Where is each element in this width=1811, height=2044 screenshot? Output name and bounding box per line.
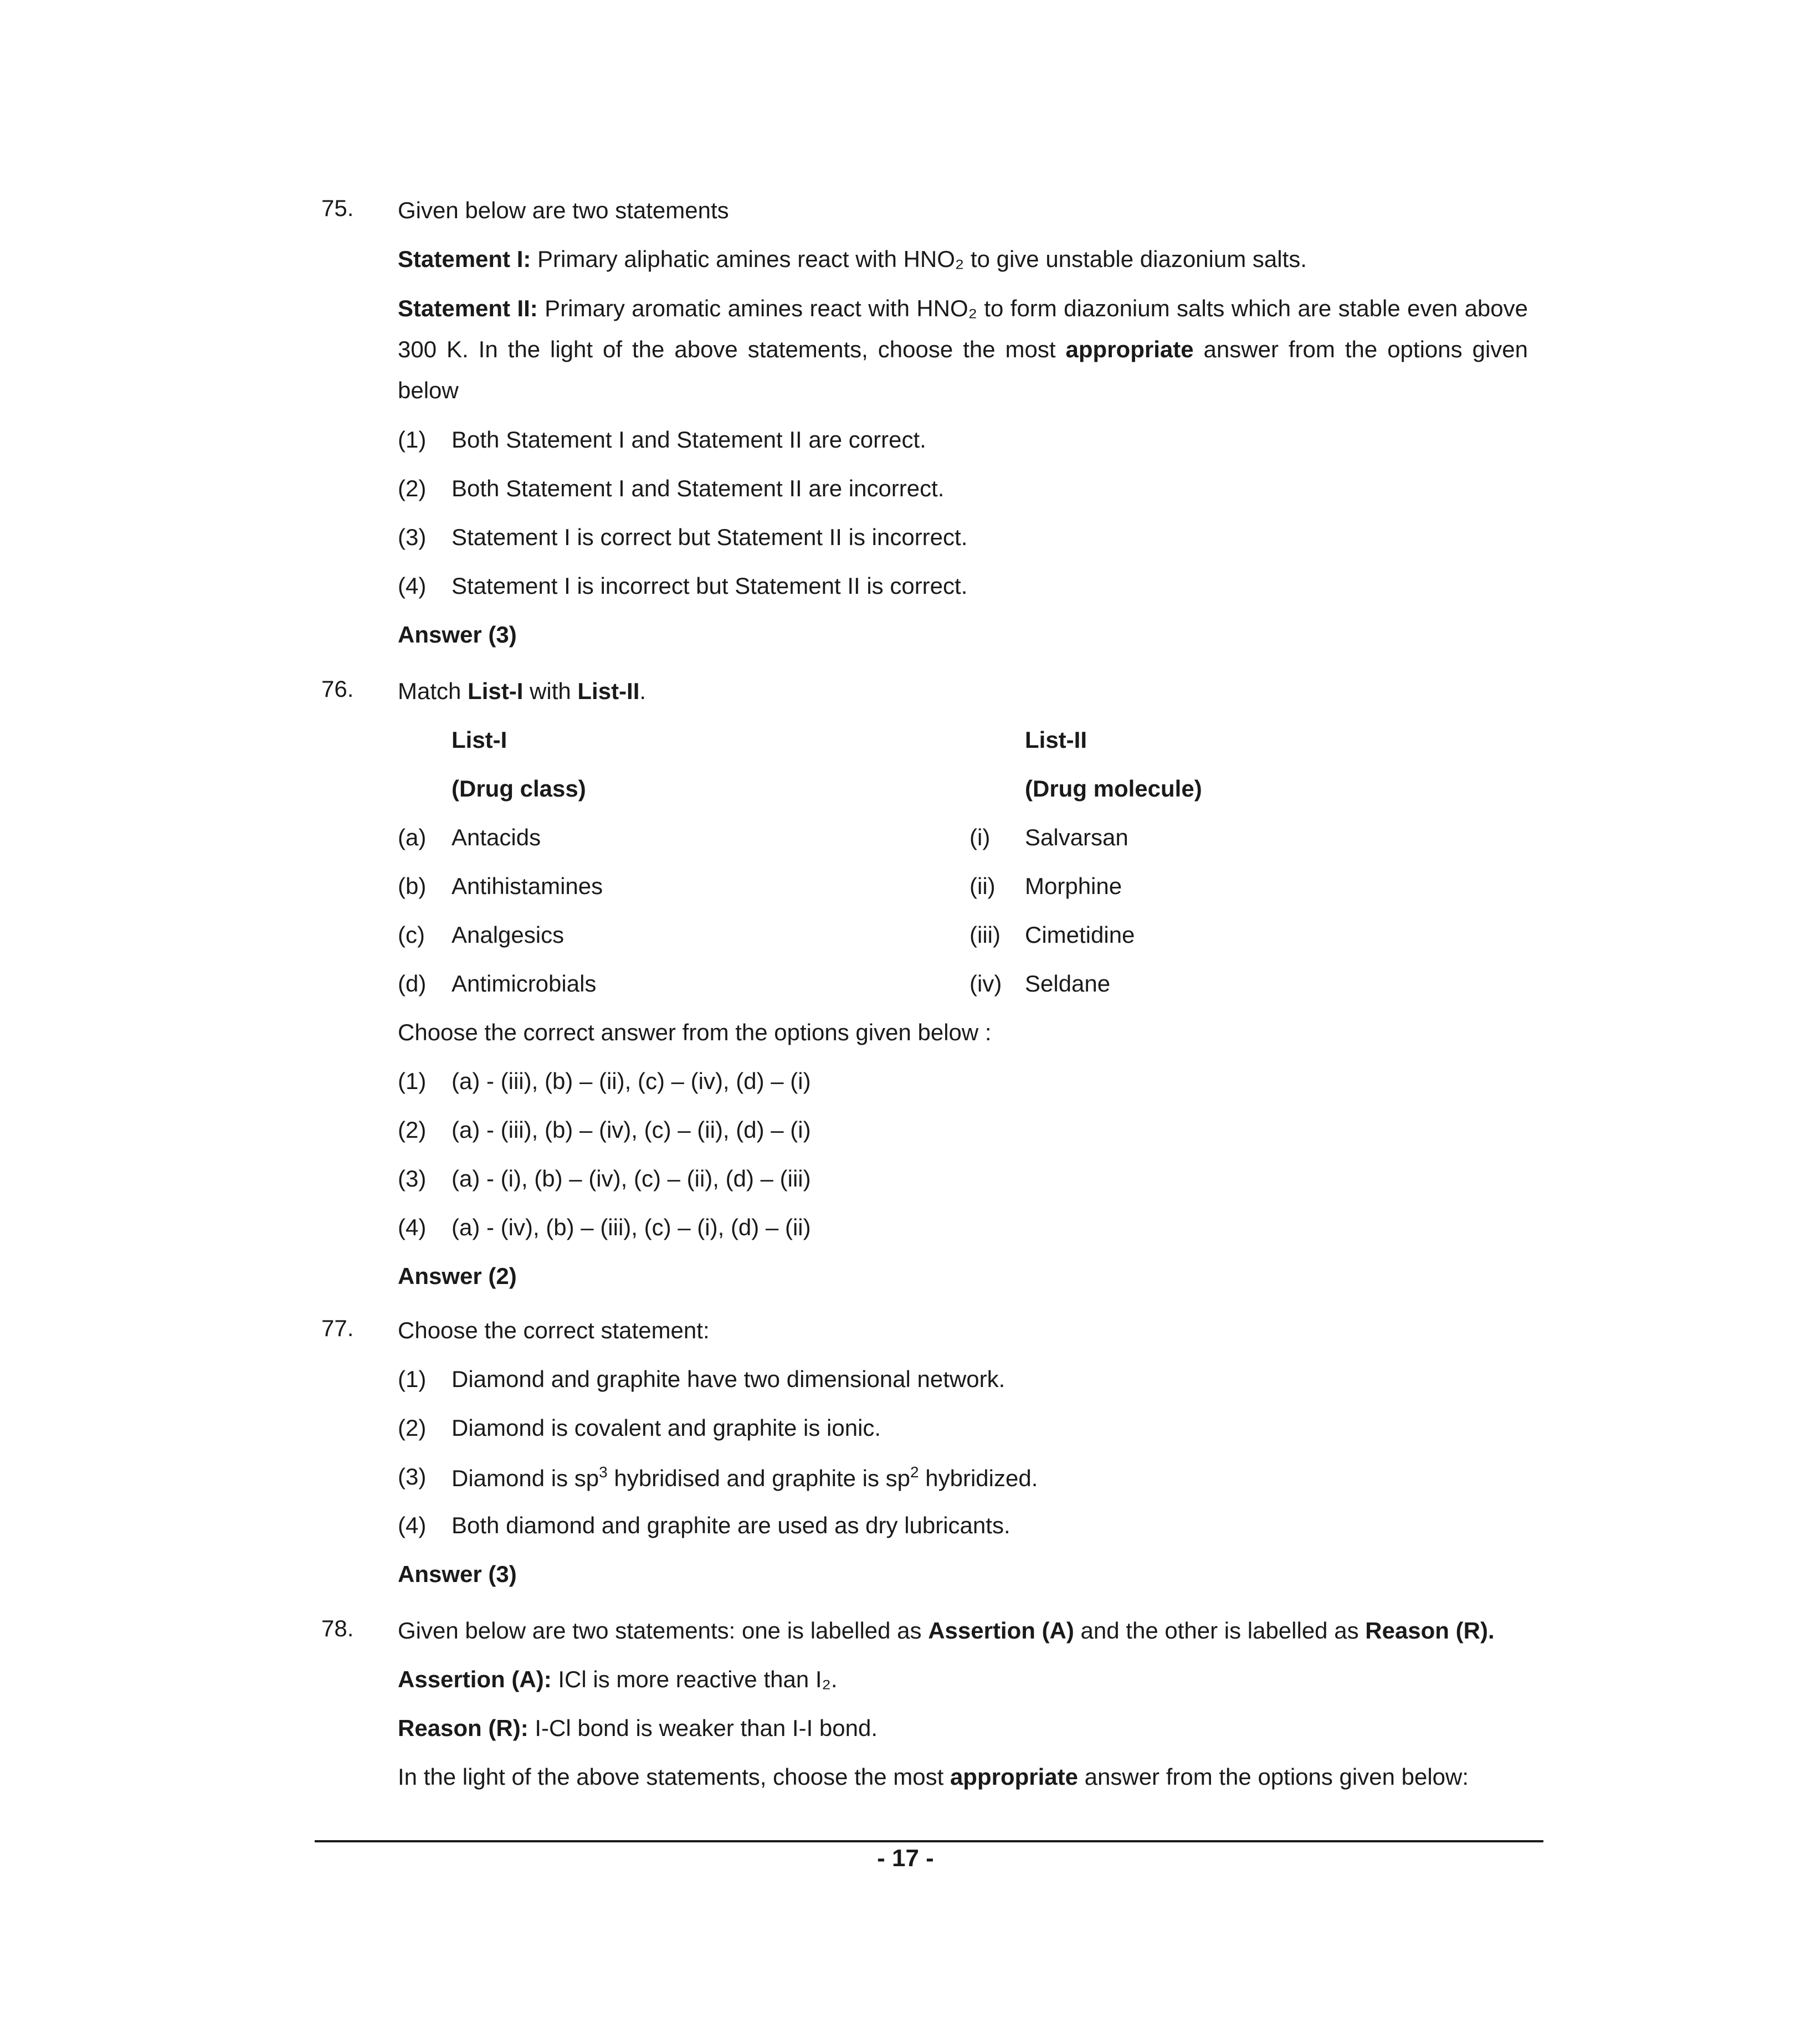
q78-intro-assertion: Assertion (A) [928, 1617, 1074, 1644]
list-2-row-ii-label: (ii) [969, 873, 996, 899]
q77-option-3-part: hybridized. [919, 1465, 1038, 1491]
list-1-row-a-label: (a) [398, 824, 427, 850]
question-77-number: 77. [321, 1315, 354, 1341]
footer-rule [315, 1840, 1543, 1842]
q75-statement-1-text: Primary aliphatic amines react with HNO₂ to give unstable diazonium salts. [531, 246, 1307, 272]
q76-intro-part: with [523, 678, 578, 704]
q75-option-1-text: Both Statement I and Statement II are correct. [452, 427, 926, 453]
q78-instruction-part: In the light of the above statements, choose the most [398, 1764, 950, 1790]
list-1-row-d-text: Antimicrobials [452, 970, 597, 997]
question-77-intro: Choose the correct statement: [398, 1317, 710, 1343]
q77-option-1-text: Diamond and graphite have two dimensional network. [452, 1366, 1005, 1392]
q75-statement-2-text: Primary aromatic amines react with HNO₂ to form diazonium salts which are stable even above 300 K. In the light of the above statements, choose the most [398, 295, 1528, 362]
q76-intro-list1: List-I [468, 678, 524, 704]
list-1-subheading: (Drug class) [452, 776, 586, 802]
q78-intro-part: and the other is labelled as [1074, 1617, 1366, 1644]
list-2-row-i-label: (i) [969, 824, 991, 850]
q76-answer: Answer (2) [398, 1263, 517, 1289]
q77-option-3-number: (3) [398, 1463, 427, 1490]
q78-reason-text: I-Cl bond is weaker than I-I bond. [528, 1715, 878, 1741]
list-2-row-iv-text: Seldane [1025, 970, 1111, 997]
q76-intro-part: . [639, 678, 647, 704]
q76-intro-part: Match [398, 678, 468, 704]
list-1-heading: List-I [452, 727, 507, 753]
list-2-row-iv-label: (iv) [969, 970, 1002, 997]
question-75-intro: Given below are two statements [398, 197, 729, 223]
q77-option-3-part: hybridised and graphite is sp [607, 1465, 911, 1491]
list-1-row-d-label: (d) [398, 970, 427, 997]
list-2-subheading: (Drug molecule) [1025, 776, 1202, 802]
list-1-row-b-label: (b) [398, 873, 427, 899]
q75-option-2-text: Both Statement I and Statement II are incorrect. [452, 475, 945, 501]
q78-assertion [398, 1666, 838, 1693]
list-2-row-iii-text: Cimetidine [1025, 922, 1135, 948]
q78-intro-reason: Reason (R). [1365, 1617, 1495, 1644]
q77-sp2-superscript: 2 [910, 1463, 919, 1481]
q77-option-2-text: Diamond is covalent and graphite is ionic. [452, 1415, 881, 1441]
q75-option-3-number: (3) [398, 524, 427, 550]
q75-statement-1-label: Statement I: [398, 246, 531, 272]
page-number: - 17 - [877, 1845, 934, 1872]
q77-option-4-text: Both diamond and graphite are used as dry lubricants. [452, 1512, 1010, 1538]
list-1-row-c-label: (c) [398, 922, 425, 948]
q77-sp3-superscript: 3 [599, 1463, 608, 1481]
q77-option-2-number: (2) [398, 1415, 427, 1441]
q77-answer: Answer (3) [398, 1561, 517, 1587]
question-78-intro [398, 1617, 1495, 1644]
q78-instruction [398, 1764, 1469, 1790]
q78-intro-part: Given below are two statements: one is labelled as [398, 1617, 928, 1644]
q76-option-1-number: (1) [398, 1068, 427, 1094]
list-2-row-ii-text: Morphine [1025, 873, 1122, 899]
q78-reason [398, 1715, 878, 1742]
q76-option-4-text: (a) - (iv), (b) – (iii), (c) – (i), (d) – (ii) [452, 1214, 811, 1240]
list-1-row-a-text: Antacids [452, 824, 541, 850]
list-2-row-iii-label: (iii) [969, 922, 1001, 948]
q77-option-3-part: Diamond is sp [452, 1465, 599, 1491]
q75-statement-1 [398, 246, 1307, 273]
list-2-row-i-text: Salvarsan [1025, 824, 1128, 850]
q78-instruction-part: answer from the options given below: [1078, 1764, 1469, 1790]
q78-appropriate: appropriate [950, 1764, 1078, 1790]
q76-option-2-number: (2) [398, 1117, 427, 1143]
q75-statement-2 [398, 288, 1528, 411]
q76-option-2-text: (a) - (iii), (b) – (iv), (c) – (ii), (d) – (i) [452, 1117, 811, 1143]
question-76-intro [398, 678, 646, 705]
question-75-number: 75. [321, 195, 354, 221]
q76-option-3-number: (3) [398, 1165, 427, 1192]
q77-option-4-number: (4) [398, 1512, 427, 1538]
q78-assertion-label: Assertion (A): [398, 1666, 552, 1692]
q76-option-3-text: (a) - (i), (b) – (iv), (c) – (ii), (d) – (iii) [452, 1165, 811, 1192]
q75-statement-2-label: Statement II: [398, 295, 538, 321]
list-1-row-c-text: Analgesics [452, 922, 565, 948]
q75-appropriate: appropriate [1065, 336, 1194, 362]
q75-answer: Answer (3) [398, 622, 517, 648]
q76-option-4-number: (4) [398, 1214, 427, 1240]
q78-reason-label: Reason (R): [398, 1715, 529, 1741]
q75-option-4-number: (4) [398, 573, 427, 599]
q77-option-3-text [452, 1463, 1038, 1492]
q78-assertion-text: ICl is more reactive than I₂. [551, 1666, 838, 1692]
q75-option-1-number: (1) [398, 427, 427, 453]
question-76-number: 76. [321, 676, 354, 702]
list-2-heading: List-II [1025, 727, 1087, 753]
q77-option-1-number: (1) [398, 1366, 427, 1392]
q75-statement-2-tail: answer from the options given below [398, 336, 1528, 403]
list-1-row-b-text: Antihistamines [452, 873, 603, 899]
q76-option-1-text: (a) - (iii), (b) – (ii), (c) – (iv), (d) – (i) [452, 1068, 811, 1094]
q75-option-2-number: (2) [398, 475, 427, 501]
question-78-number: 78. [321, 1615, 354, 1641]
q76-intro-list2: List-II [577, 678, 640, 704]
q75-option-3-text: Statement I is correct but Statement II is incorrect. [452, 524, 968, 550]
q75-option-4-text: Statement I is incorrect but Statement II is correct. [452, 573, 968, 599]
q76-choose: Choose the correct answer from the options given below : [398, 1019, 992, 1045]
